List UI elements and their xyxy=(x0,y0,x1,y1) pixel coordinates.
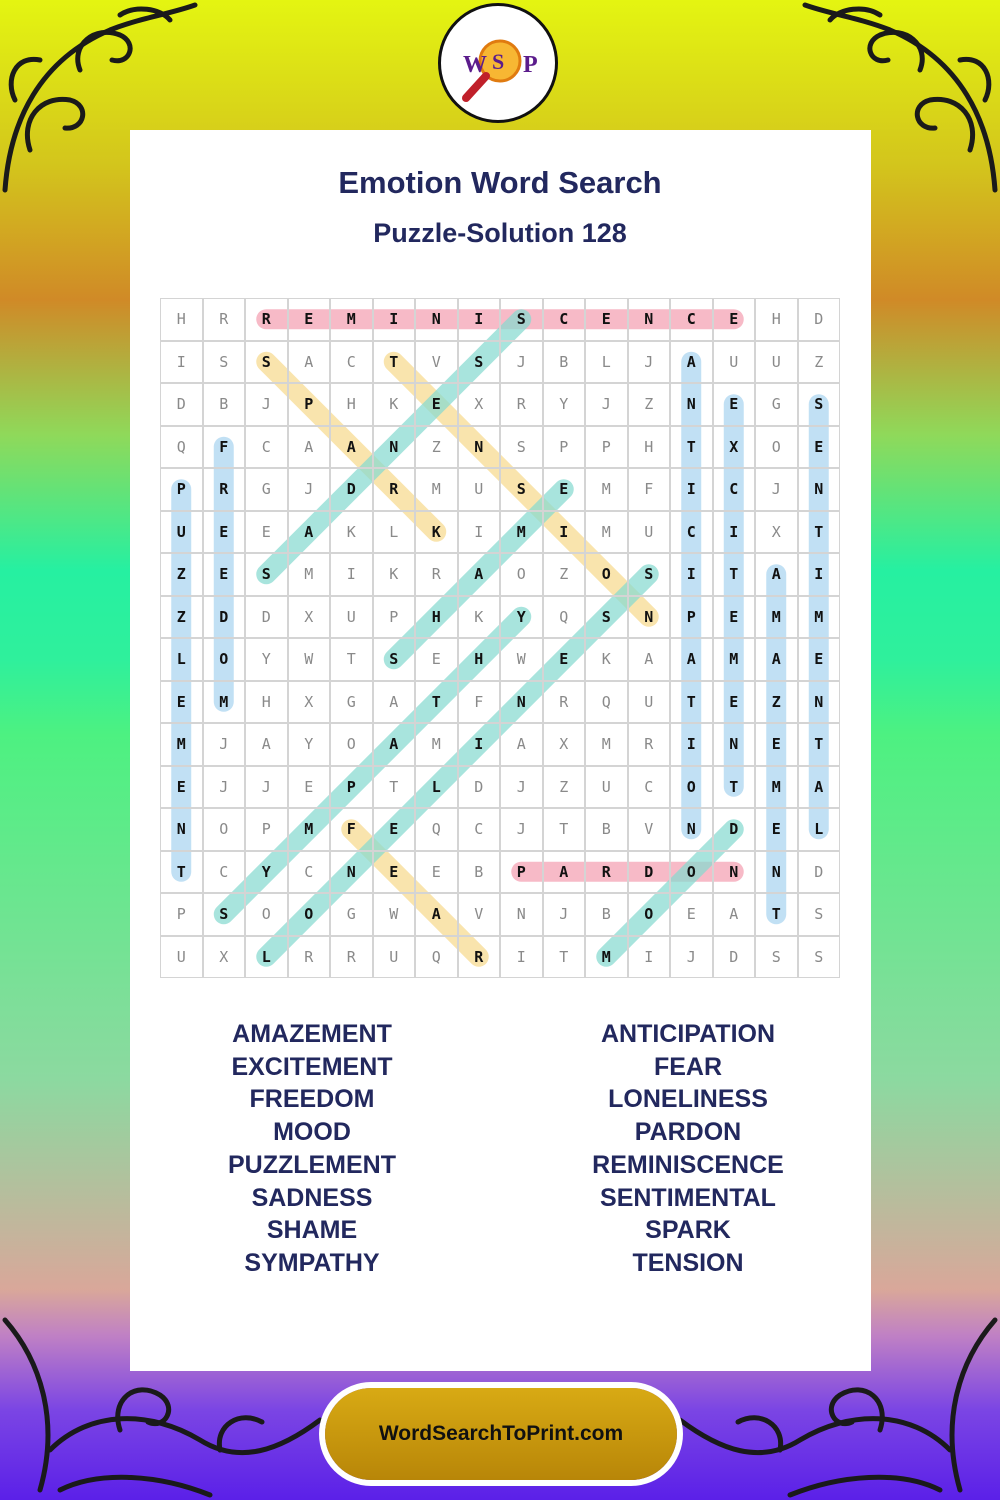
grid-cell[interactable]: O xyxy=(500,553,543,596)
grid-cell[interactable]: N xyxy=(670,808,713,851)
grid-cell[interactable]: M xyxy=(585,723,628,766)
grid-cell[interactable]: Q xyxy=(160,426,203,469)
grid-cell[interactable]: Z xyxy=(415,426,458,469)
grid-cell[interactable]: E xyxy=(288,766,331,809)
word-item: SHAME xyxy=(266,1216,358,1245)
grid-cell[interactable]: I xyxy=(713,511,756,554)
grid-cell[interactable]: M xyxy=(203,681,246,724)
grid-cell[interactable]: R xyxy=(203,298,246,341)
grid-cell[interactable]: E xyxy=(713,681,756,724)
grid-cell[interactable]: P xyxy=(330,766,373,809)
grid-cell[interactable]: O xyxy=(330,723,373,766)
grid-cell[interactable]: N xyxy=(713,851,756,894)
grid-cell[interactable]: T xyxy=(670,681,713,724)
grid-cell[interactable]: I xyxy=(458,298,501,341)
grid-cell[interactable]: O xyxy=(585,553,628,596)
grid-cell[interactable]: V xyxy=(415,341,458,384)
grid-cell[interactable]: A xyxy=(288,426,331,469)
site-link-label: WordSearchToPrint.com xyxy=(378,1422,624,1445)
grid-cell[interactable]: B xyxy=(585,893,628,936)
grid-cell[interactable]: G xyxy=(330,681,373,724)
grid-cell[interactable]: M xyxy=(415,468,458,511)
grid-cell[interactable]: I xyxy=(330,553,373,596)
grid-cell[interactable]: I xyxy=(670,468,713,511)
grid-cell[interactable]: T xyxy=(713,766,756,809)
grid-cell[interactable]: Y xyxy=(245,638,288,681)
page-title: Emotion Word Search xyxy=(338,165,662,200)
grid-cell[interactable]: O xyxy=(755,426,798,469)
grid-cell[interactable]: X xyxy=(755,511,798,554)
grid-cell[interactable]: R xyxy=(373,468,416,511)
grid-cell[interactable]: E xyxy=(373,808,416,851)
grid-cell[interactable]: E xyxy=(415,383,458,426)
grid-cell[interactable]: L xyxy=(373,511,416,554)
grid-cell[interactable]: B xyxy=(543,341,586,384)
grid-cell[interactable]: S xyxy=(798,893,841,936)
word-item: SPARK xyxy=(645,1216,731,1245)
grid-cell[interactable]: D xyxy=(713,936,756,979)
word-list-right xyxy=(498,1018,878,1280)
grid-cell[interactable]: U xyxy=(160,936,203,979)
grid-cell[interactable]: I xyxy=(458,723,501,766)
grid-cell[interactable]: I xyxy=(670,553,713,596)
grid-cell[interactable]: Y xyxy=(543,383,586,426)
grid-cell[interactable]: B xyxy=(458,851,501,894)
grid-cell[interactable]: S xyxy=(203,341,246,384)
grid-cell[interactable]: S xyxy=(245,341,288,384)
grid-cell[interactable]: O xyxy=(245,893,288,936)
grid-cell[interactable]: H xyxy=(755,298,798,341)
grid-cell[interactable]: O xyxy=(628,893,671,936)
grid-cell[interactable]: U xyxy=(160,511,203,554)
grid-cell[interactable]: D xyxy=(713,808,756,851)
grid-cell[interactable]: L xyxy=(415,766,458,809)
word-item: PUZZLEMENT xyxy=(227,1150,397,1179)
grid-cell[interactable]: M xyxy=(755,766,798,809)
grid-cell[interactable]: S xyxy=(500,426,543,469)
grid-cell[interactable]: M xyxy=(330,298,373,341)
grid-cell[interactable]: U xyxy=(628,511,671,554)
grid-cell[interactable]: T xyxy=(373,766,416,809)
grid-cell[interactable]: N xyxy=(500,681,543,724)
word-item: SYMPATHY xyxy=(244,1248,380,1277)
grid-cell[interactable]: M xyxy=(500,511,543,554)
grid-cell[interactable]: Q xyxy=(543,596,586,639)
grid-cell[interactable]: A xyxy=(330,426,373,469)
grid-cell[interactable]: J xyxy=(245,383,288,426)
grid-cell[interactable]: K xyxy=(458,596,501,639)
grid-cell[interactable]: A xyxy=(755,638,798,681)
grid-cell[interactable]: L xyxy=(585,341,628,384)
grid-cell[interactable]: S xyxy=(500,468,543,511)
grid-cell[interactable]: N xyxy=(330,851,373,894)
grid-cell[interactable]: C xyxy=(670,511,713,554)
grid-cell[interactable]: N xyxy=(373,426,416,469)
grid-cell[interactable]: M xyxy=(288,553,331,596)
grid-cell[interactable]: A xyxy=(543,851,586,894)
grid-cell[interactable]: P xyxy=(160,468,203,511)
word-item: REMINISCENCE xyxy=(592,1150,784,1179)
grid-cell[interactable]: V xyxy=(628,808,671,851)
grid-cell[interactable]: E xyxy=(798,426,841,469)
grid-cell[interactable]: X xyxy=(203,936,246,979)
grid-cell[interactable]: Y xyxy=(288,723,331,766)
grid-cell[interactable]: T xyxy=(330,638,373,681)
grid-cell[interactable]: H xyxy=(628,426,671,469)
grid-cell[interactable]: M xyxy=(585,511,628,554)
grid-cell[interactable]: C xyxy=(458,808,501,851)
grid-cell[interactable]: U xyxy=(628,681,671,724)
grid-cell[interactable]: E xyxy=(415,638,458,681)
grid-cell[interactable]: N xyxy=(500,893,543,936)
grid-cell[interactable]: H xyxy=(160,298,203,341)
grid-cell[interactable]: O xyxy=(288,893,331,936)
grid-cell[interactable]: X xyxy=(288,596,331,639)
grid-cell[interactable]: P xyxy=(288,383,331,426)
grid-cell[interactable]: Z xyxy=(160,553,203,596)
grid-cell[interactable]: S xyxy=(373,638,416,681)
grid-cell[interactable]: F xyxy=(203,426,246,469)
grid-cell[interactable]: J xyxy=(500,341,543,384)
grid-cell[interactable]: J xyxy=(500,766,543,809)
grid-cell[interactable]: A xyxy=(670,341,713,384)
grid-cell[interactable]: Z xyxy=(628,383,671,426)
grid-cell[interactable]: S xyxy=(245,553,288,596)
grid-cell[interactable]: C xyxy=(245,426,288,469)
grid-cell[interactable]: C xyxy=(670,298,713,341)
grid-cell[interactable]: K xyxy=(585,638,628,681)
word-item: AMAZEMENT xyxy=(232,1020,392,1048)
grid-cell[interactable]: Q xyxy=(415,936,458,979)
grid-cell[interactable]: P xyxy=(585,426,628,469)
grid-cell[interactable]: D xyxy=(330,468,373,511)
grid-cell[interactable]: U xyxy=(458,468,501,511)
grid-cell[interactable]: J xyxy=(203,723,246,766)
word-list-left xyxy=(122,1018,502,1280)
grid-cell[interactable]: Y xyxy=(500,596,543,639)
grid-cell[interactable]: R xyxy=(585,851,628,894)
grid-cell[interactable]: E xyxy=(798,638,841,681)
grid-cell[interactable]: V xyxy=(458,893,501,936)
grid-cell[interactable]: D xyxy=(245,596,288,639)
grid-cell[interactable]: G xyxy=(245,468,288,511)
grid-cell[interactable]: F xyxy=(628,468,671,511)
grid-cell[interactable]: J xyxy=(288,468,331,511)
logo-letter-p: P xyxy=(523,52,538,78)
grid-cell[interactable]: E xyxy=(585,298,628,341)
grid-cell[interactable]: B xyxy=(203,383,246,426)
grid-cell[interactable]: E xyxy=(203,553,246,596)
grid-cell[interactable]: E xyxy=(755,723,798,766)
grid-cell[interactable]: N xyxy=(755,851,798,894)
grid-cell[interactable]: S xyxy=(628,553,671,596)
grid-cell[interactable]: L xyxy=(160,638,203,681)
page-subtitle: Puzzle-Solution 128 xyxy=(373,218,627,248)
grid-cell[interactable]: Z xyxy=(160,596,203,639)
grid-cell[interactable]: X xyxy=(288,681,331,724)
grid-cell[interactable]: S xyxy=(203,893,246,936)
word-item: PARDON xyxy=(634,1118,742,1147)
grid-cell[interactable]: Y xyxy=(245,851,288,894)
grid-cell[interactable]: D xyxy=(798,298,841,341)
grid-cell[interactable]: J xyxy=(203,766,246,809)
grid-cell[interactable]: K xyxy=(330,511,373,554)
grid-cell[interactable]: A xyxy=(415,893,458,936)
grid-cell[interactable]: E xyxy=(755,808,798,851)
grid-cell[interactable]: B xyxy=(585,808,628,851)
grid-cell[interactable]: N xyxy=(670,383,713,426)
grid-cell[interactable]: P xyxy=(543,426,586,469)
grid-cell[interactable]: E xyxy=(373,851,416,894)
grid-cell[interactable]: A xyxy=(755,553,798,596)
grid-cell[interactable]: U xyxy=(373,936,416,979)
grid-cell[interactable]: U xyxy=(755,341,798,384)
grid-cell[interactable]: T xyxy=(415,681,458,724)
grid-cell[interactable]: J xyxy=(670,936,713,979)
grid-cell[interactable]: G xyxy=(330,893,373,936)
grid-cell[interactable]: N xyxy=(458,426,501,469)
grid-cell[interactable]: X xyxy=(543,723,586,766)
grid-cell[interactable]: T xyxy=(160,851,203,894)
grid-cell[interactable]: A xyxy=(245,723,288,766)
grid-cell[interactable]: A xyxy=(458,553,501,596)
grid-cell[interactable]: E xyxy=(713,298,756,341)
grid-cell[interactable]: P xyxy=(500,851,543,894)
grid-cell[interactable]: U xyxy=(585,766,628,809)
grid-cell[interactable]: E xyxy=(160,766,203,809)
grid-cell[interactable]: P xyxy=(670,596,713,639)
grid-cell[interactable]: I xyxy=(670,723,713,766)
grid-cell[interactable]: K xyxy=(373,383,416,426)
grid-cell[interactable]: I xyxy=(543,511,586,554)
grid-cell[interactable]: D xyxy=(203,596,246,639)
grid-cell[interactable]: A xyxy=(670,638,713,681)
word-item: FREEDOM xyxy=(249,1085,375,1114)
grid-cell[interactable]: N xyxy=(628,298,671,341)
grid-cell[interactable]: J xyxy=(500,808,543,851)
grid-cell[interactable]: T xyxy=(713,553,756,596)
grid-cell[interactable]: E xyxy=(203,511,246,554)
grid-cell[interactable]: E xyxy=(670,893,713,936)
grid-cell[interactable]: N xyxy=(713,723,756,766)
grid-cell[interactable]: K xyxy=(415,511,458,554)
grid-cell[interactable]: D xyxy=(798,851,841,894)
grid-cell[interactable]: M xyxy=(798,596,841,639)
grid-cell[interactable]: S xyxy=(798,383,841,426)
grid-cell[interactable]: R xyxy=(543,681,586,724)
grid-cell[interactable]: E xyxy=(160,681,203,724)
grid-cell[interactable]: T xyxy=(670,426,713,469)
word-item: MOOD xyxy=(273,1118,351,1147)
grid-cell[interactable]: H xyxy=(415,596,458,639)
grid-cell[interactable]: E xyxy=(713,596,756,639)
grid-cell[interactable]: N xyxy=(415,298,458,341)
grid-cell[interactable]: C xyxy=(203,851,246,894)
grid-cell[interactable]: I xyxy=(458,511,501,554)
grid-cell[interactable]: H xyxy=(330,383,373,426)
grid-cell[interactable]: E xyxy=(245,511,288,554)
grid-cell[interactable]: A xyxy=(373,681,416,724)
grid-cell[interactable]: R xyxy=(628,723,671,766)
grid-cell[interactable]: T xyxy=(543,808,586,851)
grid-cell[interactable]: H xyxy=(245,681,288,724)
grid-cell[interactable]: N xyxy=(798,681,841,724)
grid-cell[interactable]: J xyxy=(628,341,671,384)
word-item: SENTIMENTAL xyxy=(600,1183,776,1212)
word-item: FEAR xyxy=(653,1052,723,1081)
grid-cell[interactable]: J xyxy=(755,468,798,511)
grid-cell[interactable]: R xyxy=(203,468,246,511)
grid-cell[interactable]: O xyxy=(670,766,713,809)
grid-cell[interactable]: A xyxy=(288,341,331,384)
grid-cell[interactable]: A xyxy=(628,638,671,681)
grid-cell[interactable]: E xyxy=(288,298,331,341)
grid-cell[interactable]: R xyxy=(500,383,543,426)
grid-cell[interactable]: M xyxy=(755,596,798,639)
grid-cell[interactable]: I xyxy=(500,936,543,979)
grid-cell[interactable]: M xyxy=(288,808,331,851)
grid-cell[interactable]: M xyxy=(585,468,628,511)
grid-cell[interactable]: U xyxy=(330,596,373,639)
grid-cell[interactable]: K xyxy=(373,553,416,596)
grid-cell[interactable]: D xyxy=(628,851,671,894)
grid-cell[interactable]: M xyxy=(713,638,756,681)
grid-cell[interactable]: W xyxy=(500,638,543,681)
grid-cell[interactable]: A xyxy=(373,723,416,766)
grid-cell[interactable]: T xyxy=(543,936,586,979)
grid-cell[interactable]: I xyxy=(373,298,416,341)
grid-cell[interactable]: G xyxy=(755,383,798,426)
grid-cell[interactable]: Z xyxy=(543,766,586,809)
grid-cell[interactable]: S xyxy=(458,341,501,384)
grid-cell[interactable]: T xyxy=(798,511,841,554)
grid-cell[interactable]: S xyxy=(798,936,841,979)
grid-cell[interactable]: D xyxy=(458,766,501,809)
grid-cell[interactable]: C xyxy=(330,341,373,384)
grid-cell[interactable]: E xyxy=(415,851,458,894)
grid-cell[interactable]: T xyxy=(755,893,798,936)
grid-cell[interactable]: I xyxy=(628,936,671,979)
grid-cell[interactable]: R xyxy=(458,936,501,979)
grid-cell[interactable]: N xyxy=(160,808,203,851)
grid-cell[interactable]: W xyxy=(288,638,331,681)
grid-cell[interactable]: D xyxy=(160,383,203,426)
grid-cell[interactable]: Q xyxy=(585,681,628,724)
word-item: EXCITEMENT xyxy=(231,1052,393,1081)
grid-cell[interactable]: S xyxy=(755,936,798,979)
grid-cell[interactable]: C xyxy=(628,766,671,809)
grid-cell[interactable]: S xyxy=(585,596,628,639)
word-item: SADNESS xyxy=(251,1183,373,1212)
grid-cell[interactable]: S xyxy=(500,298,543,341)
grid-cell[interactable]: M xyxy=(415,723,458,766)
grid-cell[interactable]: I xyxy=(160,341,203,384)
grid-cell[interactable]: Z xyxy=(798,341,841,384)
grid-cell[interactable]: U xyxy=(713,341,756,384)
grid-cell[interactable]: R xyxy=(415,553,458,596)
grid-cell[interactable]: E xyxy=(543,468,586,511)
grid-cell[interactable]: C xyxy=(288,851,331,894)
grid-cell[interactable]: A xyxy=(713,893,756,936)
site-link-button[interactable] xyxy=(325,1388,677,1480)
grid-cell[interactable]: A xyxy=(500,723,543,766)
grid-cell[interactable]: E xyxy=(543,638,586,681)
grid-cell[interactable]: R xyxy=(330,936,373,979)
grid-cell[interactable]: N xyxy=(628,596,671,639)
grid-cell[interactable]: F xyxy=(458,681,501,724)
grid-cell[interactable]: W xyxy=(373,893,416,936)
grid-cell[interactable]: N xyxy=(798,468,841,511)
grid-cell[interactable]: A xyxy=(798,766,841,809)
grid-cell[interactable]: O xyxy=(670,851,713,894)
grid-cell[interactable]: F xyxy=(330,808,373,851)
grid-cell[interactable]: L xyxy=(798,808,841,851)
grid-cell[interactable]: A xyxy=(288,511,331,554)
grid-cell[interactable]: I xyxy=(798,553,841,596)
grid-cell[interactable]: M xyxy=(585,936,628,979)
grid-cell[interactable]: O xyxy=(203,638,246,681)
grid-cell[interactable]: Z xyxy=(755,681,798,724)
grid-cell[interactable]: J xyxy=(543,893,586,936)
grid-cell[interactable]: P xyxy=(160,893,203,936)
grid-cell[interactable]: C xyxy=(543,298,586,341)
grid-cell[interactable]: Z xyxy=(543,553,586,596)
grid-cell[interactable]: X xyxy=(713,426,756,469)
grid-cell[interactable]: X xyxy=(458,383,501,426)
grid-cell[interactable]: R xyxy=(288,936,331,979)
grid-cell[interactable]: L xyxy=(245,936,288,979)
logo-letter-w: W xyxy=(463,52,487,78)
grid-cell[interactable]: E xyxy=(713,383,756,426)
grid-cell[interactable]: P xyxy=(245,808,288,851)
grid-cell[interactable]: M xyxy=(160,723,203,766)
word-item: TENSION xyxy=(632,1248,744,1277)
grid-cell[interactable]: T xyxy=(798,723,841,766)
grid-cell[interactable]: C xyxy=(713,468,756,511)
logo-letter-s: S xyxy=(492,49,505,74)
grid-cell[interactable]: T xyxy=(373,341,416,384)
word-item: LONELINESS xyxy=(608,1085,768,1114)
grid-cell[interactable]: P xyxy=(373,596,416,639)
grid-cell[interactable]: J xyxy=(245,766,288,809)
grid-cell[interactable]: O xyxy=(203,808,246,851)
grid-cell[interactable]: J xyxy=(585,383,628,426)
grid-cell[interactable]: H xyxy=(458,638,501,681)
grid-cell[interactable]: Q xyxy=(415,808,458,851)
grid-cell[interactable]: R xyxy=(245,298,288,341)
word-item: ANTICIPATION xyxy=(600,1020,776,1048)
